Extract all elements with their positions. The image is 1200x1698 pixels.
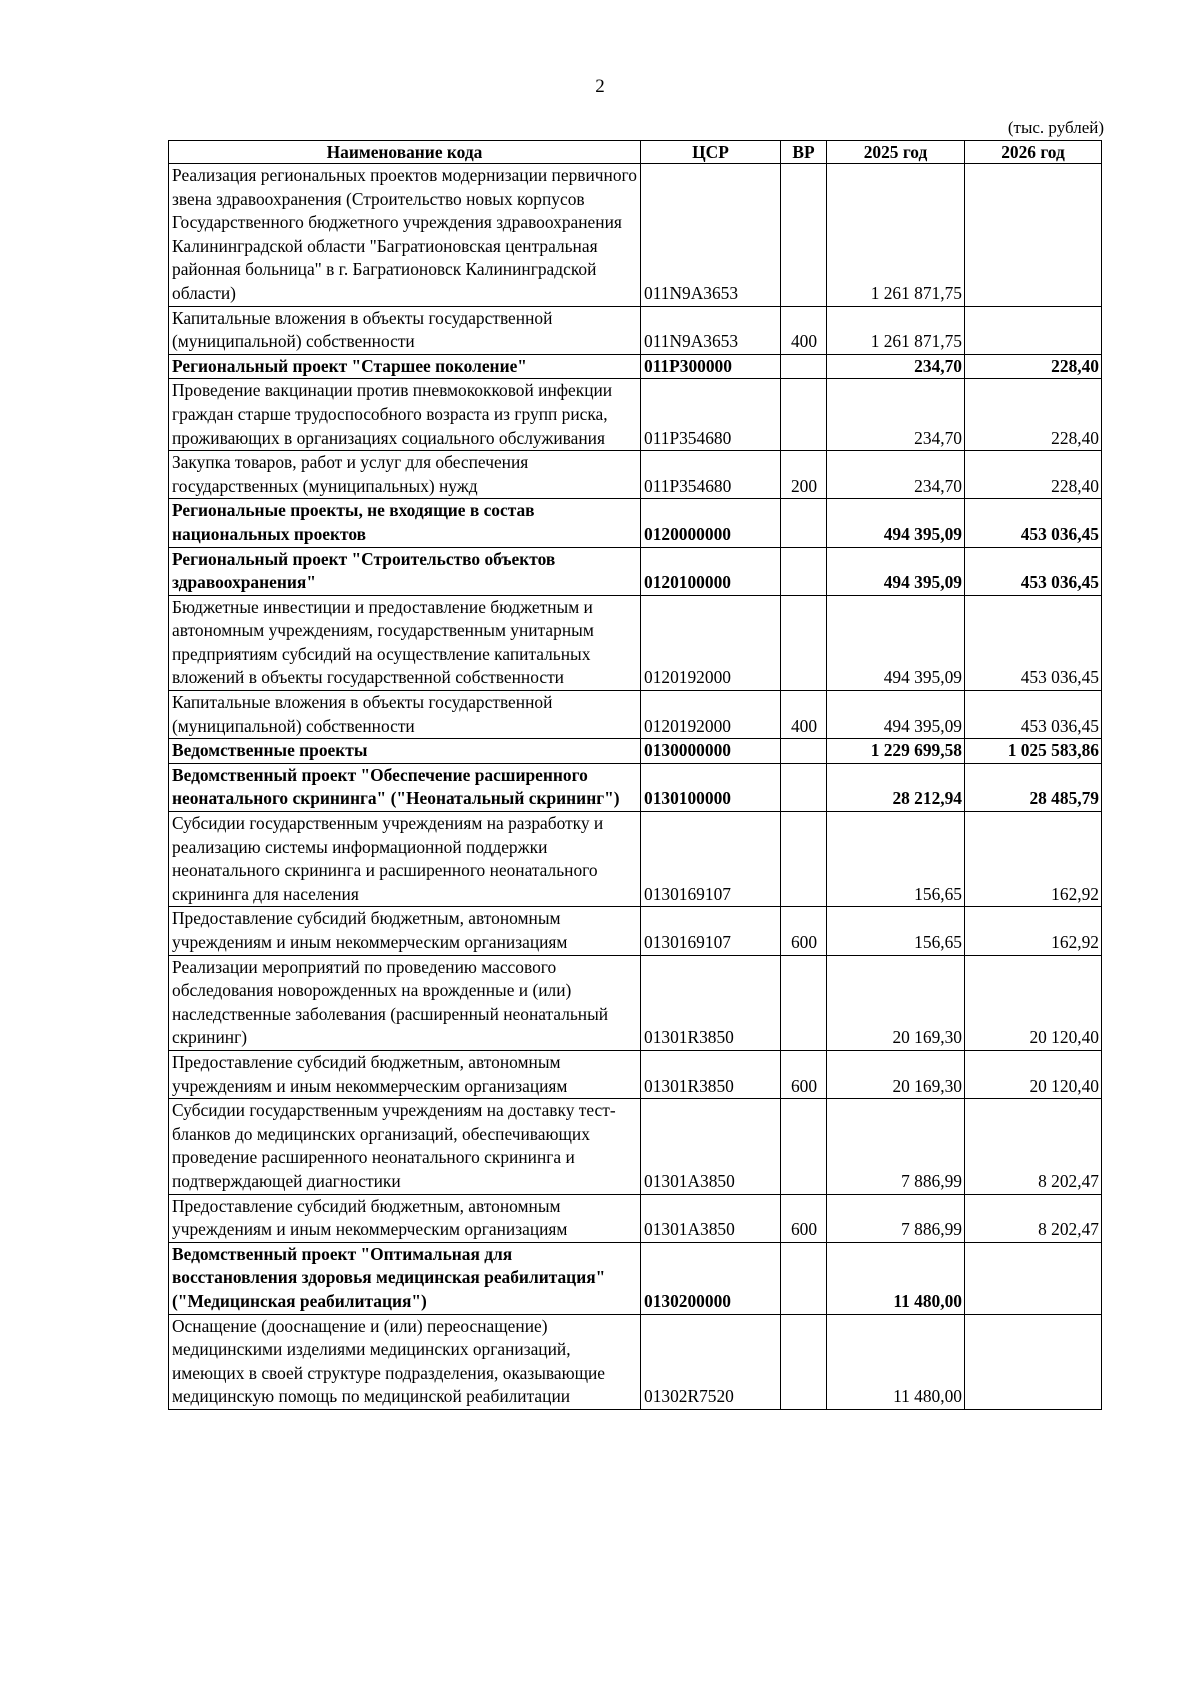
cell-2026 (965, 306, 1102, 354)
cell-csr: 0130200000 (641, 1242, 781, 1314)
cell-name: Предоставление субсидий бюджетным, автономным учреждениям и иным некоммерческим организациям (169, 1050, 641, 1098)
cell-name: Региональные проекты, не входящие в состав национальных проектов (169, 499, 641, 547)
cell-csr: 0130100000 (641, 763, 781, 811)
cell-2025: 156,65 (827, 907, 965, 955)
table-row (169, 499, 1102, 547)
cell-2025: 494 395,09 (827, 595, 965, 690)
cell-2026: 453 036,45 (965, 595, 1102, 690)
cell-2025: 494 395,09 (827, 499, 965, 547)
table-row (169, 1314, 1102, 1409)
table-body (169, 164, 1102, 1410)
cell-csr: 0130169107 (641, 812, 781, 907)
cell-2026: 1 025 583,86 (965, 739, 1102, 764)
cell-vr: 600 (781, 907, 827, 955)
cell-vr: 400 (781, 691, 827, 739)
cell-2026 (965, 164, 1102, 307)
cell-name: Субсидии государственным учреждениям на разработку и реализацию системы информационной поддержки неонатального скрининга и расширенного неонатального скрининга для населения (169, 812, 641, 907)
cell-vr (781, 1242, 827, 1314)
cell-csr: 0120192000 (641, 691, 781, 739)
cell-vr (781, 595, 827, 690)
cell-name: Реализация региональных проектов модернизации первичного звена здравоохранения (Строительство новых корпусов Государственного бюджетного учреждения здравоохранения Калининградской области "Багратионовская центральная районная больница" в г. Багратионовск Калининградской области) (169, 164, 641, 307)
cell-2025: 28 212,94 (827, 763, 965, 811)
table-row (169, 354, 1102, 379)
cell-2026: 8 202,47 (965, 1194, 1102, 1242)
table-row (169, 595, 1102, 690)
cell-vr: 600 (781, 1050, 827, 1098)
cell-2025: 11 480,00 (827, 1242, 965, 1314)
cell-vr (781, 164, 827, 307)
cell-vr (781, 499, 827, 547)
table-row (169, 451, 1102, 499)
cell-2026: 228,40 (965, 354, 1102, 379)
cell-csr: 011N9A3653 (641, 164, 781, 307)
table-row (169, 1194, 1102, 1242)
cell-name: Капитальные вложения в объекты государственной (муниципальной) собственности (169, 691, 641, 739)
cell-csr: 0120100000 (641, 547, 781, 595)
table-row (169, 812, 1102, 907)
cell-2025: 1 229 699,58 (827, 739, 965, 764)
cell-csr: 01301R3850 (641, 1050, 781, 1098)
cell-2026: 453 036,45 (965, 547, 1102, 595)
cell-2026: 20 120,40 (965, 955, 1102, 1050)
cell-name: Ведомственные проекты (169, 739, 641, 764)
cell-2026: 20 120,40 (965, 1050, 1102, 1098)
cell-name: Региональный проект "Строительство объектов здравоохранения" (169, 547, 641, 595)
cell-vr: 600 (781, 1194, 827, 1242)
cell-csr: 011P300000 (641, 354, 781, 379)
cell-name: Ведомственный проект "Обеспечение расширенного неонатального скрининга" ("Неонатальный скрининг") (169, 763, 641, 811)
cell-vr (781, 763, 827, 811)
cell-2026: 28 485,79 (965, 763, 1102, 811)
cell-name: Ведомственный проект "Оптимальная для восстановления здоровья медицинская реабилитация" ("Медицинская реабилитация") (169, 1242, 641, 1314)
cell-csr: 011N9A3653 (641, 306, 781, 354)
cell-name: Предоставление субсидий бюджетным, автономным учреждениям и иным некоммерческим организациям (169, 907, 641, 955)
table-row (169, 306, 1102, 354)
cell-2026: 162,92 (965, 812, 1102, 907)
cell-vr (781, 547, 827, 595)
cell-name: Реализации мероприятий по проведению массового обследования новорожденных на врожденные и (или) наследственные заболевания (расширенный неонатальный скрининг) (169, 955, 641, 1050)
cell-2026: 453 036,45 (965, 499, 1102, 547)
table-row (169, 739, 1102, 764)
cell-2025: 7 886,99 (827, 1194, 965, 1242)
page-number: 2 (595, 76, 605, 97)
cell-2025: 1 261 871,75 (827, 164, 965, 307)
table-row (169, 907, 1102, 955)
table-row (169, 1242, 1102, 1314)
cell-name: Предоставление субсидий бюджетным, автономным учреждениям и иным некоммерческим организациям (169, 1194, 641, 1242)
cell-name: Бюджетные инвестиции и предоставление бюджетным и автономным учреждениям, государственным унитарным предприятиям субсидий на осуществление капитальных вложений в объекты государственной собственности (169, 595, 641, 690)
cell-2025: 234,70 (827, 354, 965, 379)
table-row (169, 955, 1102, 1050)
header-csr: ЦСР (641, 141, 781, 164)
cell-csr: 0120000000 (641, 499, 781, 547)
table-row (169, 547, 1102, 595)
cell-name: Проведение вакцинации против пневмококковой инфекции граждан старше трудоспособного возраста из групп риска, проживающих в организациях социального обслуживания (169, 379, 641, 451)
cell-name: Закупка товаров, работ и услуг для обеспечения государственных (муниципальных) нужд (169, 451, 641, 499)
cell-csr: 0130000000 (641, 739, 781, 764)
cell-2026: 228,40 (965, 451, 1102, 499)
cell-csr: 0120192000 (641, 595, 781, 690)
cell-vr (781, 1099, 827, 1194)
table-row (169, 691, 1102, 739)
cell-2026 (965, 1314, 1102, 1409)
table-row (169, 164, 1102, 307)
cell-2026: 162,92 (965, 907, 1102, 955)
header-vr: ВР (781, 141, 827, 164)
cell-2025: 20 169,30 (827, 955, 965, 1050)
budget-table (168, 140, 1102, 1410)
cell-vr: 200 (781, 451, 827, 499)
cell-2026: 453 036,45 (965, 691, 1102, 739)
header-2025: 2025 год (827, 141, 965, 164)
cell-name: Региональный проект "Старшее поколение" (169, 354, 641, 379)
cell-name: Субсидии государственным учреждениям на доставку тест-бланков до медицинских организаций, обеспечивающих проведение расширенного неонатального скрининга и подтверждающей диагностики (169, 1099, 641, 1194)
cell-vr (781, 379, 827, 451)
table-row (169, 1050, 1102, 1098)
cell-2025: 234,70 (827, 379, 965, 451)
cell-vr (781, 812, 827, 907)
header-name: Наименование кода (169, 141, 641, 164)
cell-2026: 8 202,47 (965, 1099, 1102, 1194)
cell-2026 (965, 1242, 1102, 1314)
cell-csr: 0130169107 (641, 907, 781, 955)
cell-2025: 20 169,30 (827, 1050, 965, 1098)
cell-name: Оснащение (дооснащение и (или) переоснащение) медицинскими изделиями медицинских организаций, имеющих в своей структуре подразделения, оказывающие медицинскую помощь по медицинской реабилитации (169, 1314, 641, 1409)
cell-vr (781, 1314, 827, 1409)
cell-2025: 7 886,99 (827, 1099, 965, 1194)
cell-csr: 01302R7520 (641, 1314, 781, 1409)
cell-vr: 400 (781, 306, 827, 354)
cell-csr: 01301A3850 (641, 1099, 781, 1194)
cell-2025: 11 480,00 (827, 1314, 965, 1409)
cell-csr: 011P354680 (641, 379, 781, 451)
cell-csr: 01301A3850 (641, 1194, 781, 1242)
cell-2025: 156,65 (827, 812, 965, 907)
header-row (169, 141, 1102, 164)
table-row (169, 379, 1102, 451)
units-label: (тыс. рублей) (1007, 118, 1104, 137)
cell-vr (781, 354, 827, 379)
cell-csr: 01301R3850 (641, 955, 781, 1050)
cell-2026: 228,40 (965, 379, 1102, 451)
cell-vr (781, 955, 827, 1050)
cell-name: Капитальные вложения в объекты государственной (муниципальной) собственности (169, 306, 641, 354)
table-header (169, 141, 1102, 164)
table-row (169, 763, 1102, 811)
table-row (169, 1099, 1102, 1194)
cell-2025: 494 395,09 (827, 547, 965, 595)
cell-2025: 1 261 871,75 (827, 306, 965, 354)
header-2026: 2026 год (965, 141, 1102, 164)
cell-2025: 494 395,09 (827, 691, 965, 739)
cell-vr (781, 739, 827, 764)
cell-2025: 234,70 (827, 451, 965, 499)
cell-csr: 011P354680 (641, 451, 781, 499)
